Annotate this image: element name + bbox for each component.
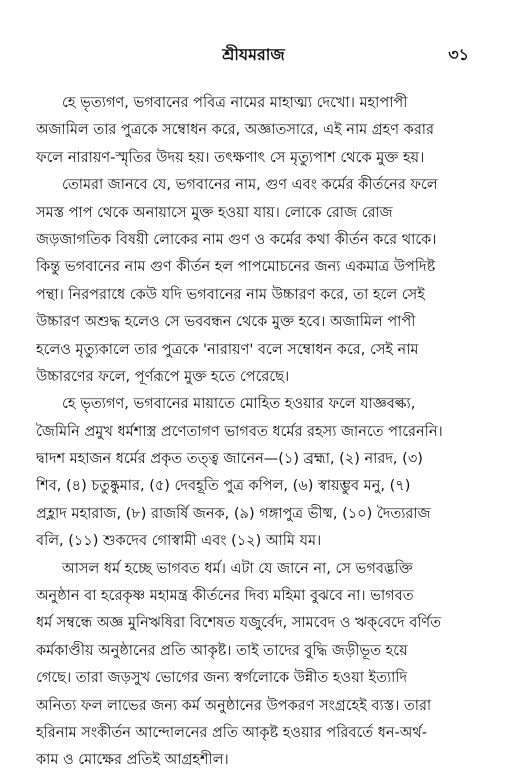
paragraph: [36, 90, 469, 172]
text-line: হে ভৃত্যগণ, ভগবানের মায়াতে মোহিত হওয়ার ফলে যাজ্ঞবল্ক্য,: [62, 396, 416, 413]
text-line: জৈমিনি প্রমুখ ধর্মশাস্ত্র প্রণেতাগণ ভাগবত ধর্মের রহস্য জানতে পারেননি।: [36, 423, 443, 440]
text-line: উচ্চারণের ফলে, পূর্ণরূপে মুক্ত হতে পেরেছে।: [36, 368, 290, 385]
text-line: কর্মকাণ্ডীয় অনুষ্ঠানের প্রতি আকৃষ্ট। তাই তাদের বুদ্ধি জড়ীভূত হয়ে: [36, 642, 408, 659]
text-line: অনিত্য ফল লাভের জন্য কর্ম অনুষ্ঠানের উপকরণ সংগ্রহেই ব্যস্ত। তারা: [36, 697, 432, 714]
text-line: আসল ধর্ম হচ্ছে ভাগবত ধর্ম। এটা যে জানে না, সে ভগবদ্ভক্তি: [62, 560, 413, 577]
text-line: ধর্ম সম্বন্ধে অজ্ঞ মুনিঋষিরা বিশেষত যজুর্বেদ, সামবেদ ও ঋক্‌বেদে বর্ণিত: [36, 615, 442, 632]
text-line: বলি, (১১) শুকদেব গোস্বামী এবং (১২) আমি যম।: [36, 533, 322, 550]
text-line: দ্বাদশ মহাজন ধর্মের প্রকৃত তত্ত্ব জানেন—(১) ব্রহ্মা, (২) নারদ, (৩): [36, 451, 423, 468]
text-line: শিব, (৪) চতুষ্কুমার, (৫) দেবহূতি পুত্র কপিল, (৬) স্বায়ম্ভুব মনু, (৭): [36, 478, 411, 495]
page-number: ৩১: [448, 45, 469, 64]
paragraph: [36, 172, 469, 391]
text-line: কাম ও মোক্ষের প্রতিই আগ্রহশীল।: [36, 752, 229, 769]
text-line: হে ভৃত্যগণ, ভগবানের পবিত্র নামের মাহাত্ম্য দেখো। মহাপাপী: [62, 95, 408, 111]
body-text: [36, 90, 469, 775]
text-line: পন্থা। নিরপরাধে কেউ যদি ভগবানের নাম উচ্চারণ করে, তা হলে সেই: [36, 286, 425, 303]
text-line: হলেও মৃত্যুকালে তার পুত্রকে 'নারায়ণ' বলে সম্বোধন করে, সেই নাম: [36, 341, 419, 358]
text-line: হরিনাম সংকীর্তন আন্দোলনের প্রতি আকৃষ্ট হওয়ার পরিবর্তে ধন-অর্থ-: [36, 724, 427, 741]
text-line: সমস্ত পাপ থেকে অনায়াসে মুক্ত হওয়া যায়। লোকে রোজ রোজ: [36, 204, 393, 221]
running-header: [0, 44, 507, 68]
paragraph: [36, 556, 469, 775]
text-line: অনুষ্ঠান বা হরেকৃষ্ণ মহামন্ত্র কীর্তনের দিব্য মহিমা বুঝবে না। ভাগবত: [36, 588, 414, 605]
text-line: প্রহ্লাদ মহারাজ, (৮) রাজর্ষি জনক, (৯) গঙ্গাপুত্র ভীষ্ম, (১০) দৈত্যরাজ: [36, 505, 431, 522]
running-title: শ্রীযমরাজ: [222, 45, 285, 64]
paragraph: [36, 391, 469, 555]
text-line: কিন্তু ভগবানের নাম গুণ কীর্তন হল পাপমোচনের জন্য একমাত্র উপদিষ্ট: [36, 259, 436, 276]
text-line: অজামিল তার পুত্রকে সম্বোধন করে, অজ্ঞাতসারে, এই নাম গ্রহণ করার: [36, 122, 434, 139]
text-line: গেছে। তারা জড়সুখ ভোগের জন্য স্বর্গলোকে উন্নীত হওয়া ইত্যাদি: [36, 670, 408, 687]
text-line: জড়জাগতিক বিষয়ী লোকের নাম গুণ ও কর্মের কথা কীর্তন করে থাকে।: [36, 231, 437, 248]
text-line: ফলে নারায়ণ-স্মৃতির উদয় হয়। তৎক্ষণাৎ সে মৃত্যুপাশ থেকে মুক্ত হয়।: [36, 149, 425, 166]
text-line: তোমরা জানবে যে, ভগবানের নাম, গুণ এবং কর্মের কীর্তনের ফলে: [62, 177, 438, 194]
text-line: উচ্চারণ অশুদ্ধ হলেও সে ভববন্ধন থেকে মুক্ত হবে। অজামিল পাপী: [36, 314, 416, 331]
